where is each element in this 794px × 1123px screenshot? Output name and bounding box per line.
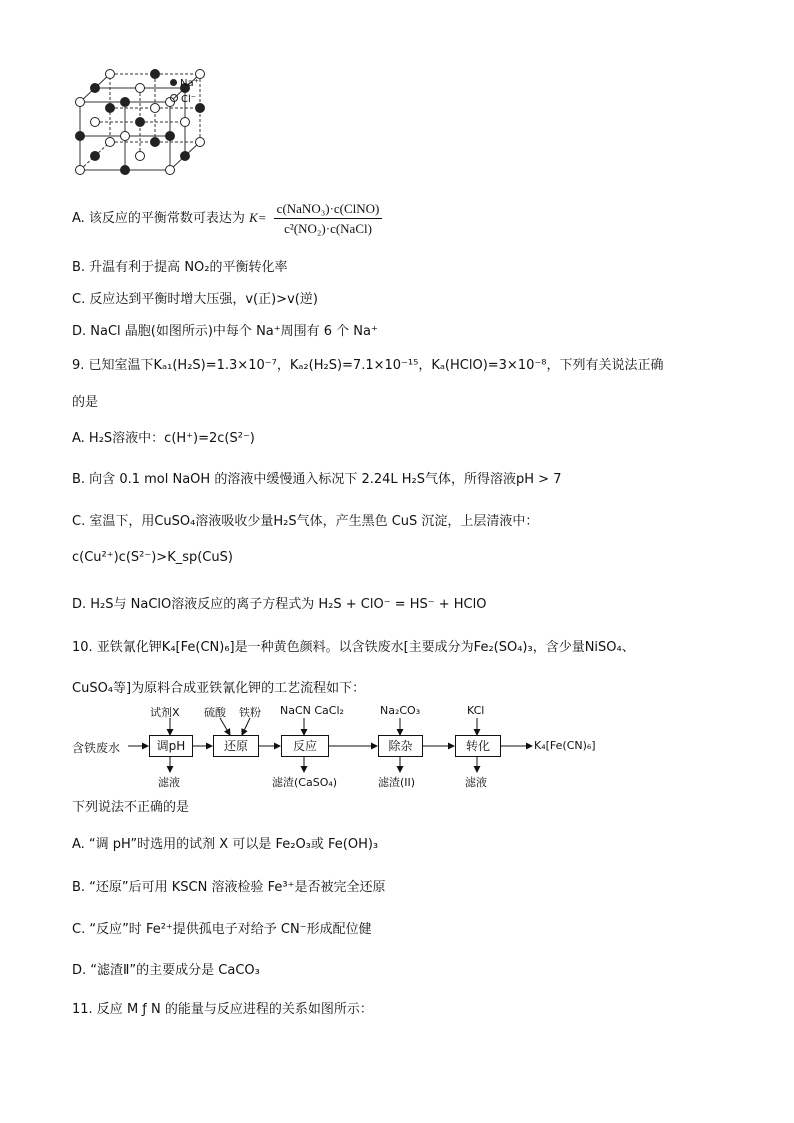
flow-start-label: 含铁废水 — [72, 741, 121, 755]
flow-reagent-nacn-cacl2: NaCN CaCl₂ — [280, 704, 344, 717]
flow-output-filtrate-2: 滤液 — [465, 776, 487, 789]
flow-output-residue-2: 滤渣(II) — [378, 776, 416, 789]
nacl-unit-cell-figure — [70, 62, 230, 177]
q10-prompt: 下列说法不正确的是 — [72, 800, 190, 815]
q9-stem-line1: 9. 已知室温下Kₐ₁(H₂S)=1.3×10⁻⁷，Kₐ₂(H₂S)=7.1×10⁻¹⁵，Kₐ(HClO)=3×10⁻⁸，下列有关说法正确 — [72, 358, 664, 373]
na-ion-dot-icon — [170, 79, 177, 86]
q10-option-d: D. “滤渣Ⅱ”的主要成分是 CaCO₃ — [72, 963, 260, 978]
q8-fraction-denominator: c²(NO₂)·c(NaCl) — [284, 221, 372, 236]
legend-na — [170, 78, 199, 89]
legend-cl-label: Cl⁻ — [181, 94, 197, 105]
legend-cl — [170, 94, 196, 105]
q8-fraction-numerator: c(NaNO₃)·c(ClNO) — [274, 200, 383, 219]
q9-option-c-line1: C. 室温下，用CuSO₄溶液吸收少量H₂S气体，产生黑色 CuS 沉淀，上层清液中： — [72, 514, 539, 529]
flow-step-reduce: 还原 — [213, 735, 259, 757]
legend-na-label: Na⁺ — [180, 78, 199, 89]
flow-output-residue-caso4: 滤渣(CaSO₄) — [272, 776, 338, 789]
q9-option-a: A. H₂S溶液中：c(H⁺)=2c(S²⁻) — [72, 431, 255, 446]
q8-option-a — [72, 198, 385, 238]
flow-reagent-kcl: KCl — [467, 704, 485, 717]
q9-option-b: B. 向含 0.1 mol NaOH 的溶液中缓慢通入标况下 2.24L H₂S气体，所得溶液pH > 7 — [72, 472, 562, 487]
q8-equilibrium-fraction — [274, 200, 383, 237]
q8-option-c: C. 反应达到平衡时增大压强，v(正)>v(逆) — [72, 292, 318, 307]
flow-reagent-na2co3: Na₂CO₃ — [380, 704, 421, 717]
q9-option-d: D. H₂S与 NaClO溶液反应的离子方程式为 H₂S + ClO⁻ = HS⁻ + HClO — [72, 597, 487, 612]
flow-step-purify: 除杂 — [378, 735, 423, 757]
flow-step-convert: 转化 — [455, 735, 501, 757]
cl-ion-circle-icon — [170, 94, 178, 102]
q8-k-symbol: K= — [249, 210, 267, 225]
q11-stem: 11. 反应 M ƒ N 的能量与反应进程的关系如图所示： — [72, 1002, 373, 1017]
q10-stem-line2: CuSO₄等]为原料合成亚铁氰化钾的工艺流程如下： — [72, 681, 366, 696]
q8-option-b: B. 升温有利于提高 NO₂的平衡转化率 — [72, 260, 288, 275]
flow-step-react: 反应 — [281, 735, 329, 757]
flow-output-filtrate-1: 滤液 — [158, 776, 180, 789]
process-flow-chart — [72, 702, 612, 794]
q10-option-b: B. “还原”后可用 KSCN 溶液检验 Fe³⁺是否被完全还原 — [72, 880, 386, 895]
nacl-lattice-drawing — [70, 62, 230, 177]
q10-option-c: C. “反应”时 Fe²⁺提供孤电子对给予 CN⁻形成配位健 — [72, 922, 372, 937]
q8-option-d: D. NaCl 晶胞(如图所示)中每个 Na⁺周围有 6 个 Na⁺ — [72, 324, 378, 339]
flow-reagent-iron-powder: 铁粉 — [239, 706, 261, 719]
flow-reagent-x: 试剂X — [150, 706, 180, 719]
q9-option-c-line2: c(Cu²⁺)c(S²⁻)>K_sp(CuS) — [72, 550, 233, 565]
flow-step-adjust-ph: 调pH — [149, 735, 193, 757]
flow-reagent-sulfuric-acid: 硫酸 — [204, 706, 226, 719]
q8-option-a-text: A. 该反应的平衡常数可表达为 — [72, 211, 245, 226]
q10-stem-line1: 10. 亚铁氰化钾K₄[Fe(CN)₆]是一种黄色颜料。以含铁废水[主要成分为Fe₂(SO₄)₃，含少量NiSO₄、 — [72, 640, 635, 655]
q9-stem-line2: 的是 — [72, 395, 99, 410]
flow-end-product: K₄[Fe(CN)₆] — [534, 739, 596, 752]
q10-option-a: A. “调 pH”时选用的试剂 X 可以是 Fe₂O₃或 Fe(OH)₃ — [72, 837, 379, 852]
